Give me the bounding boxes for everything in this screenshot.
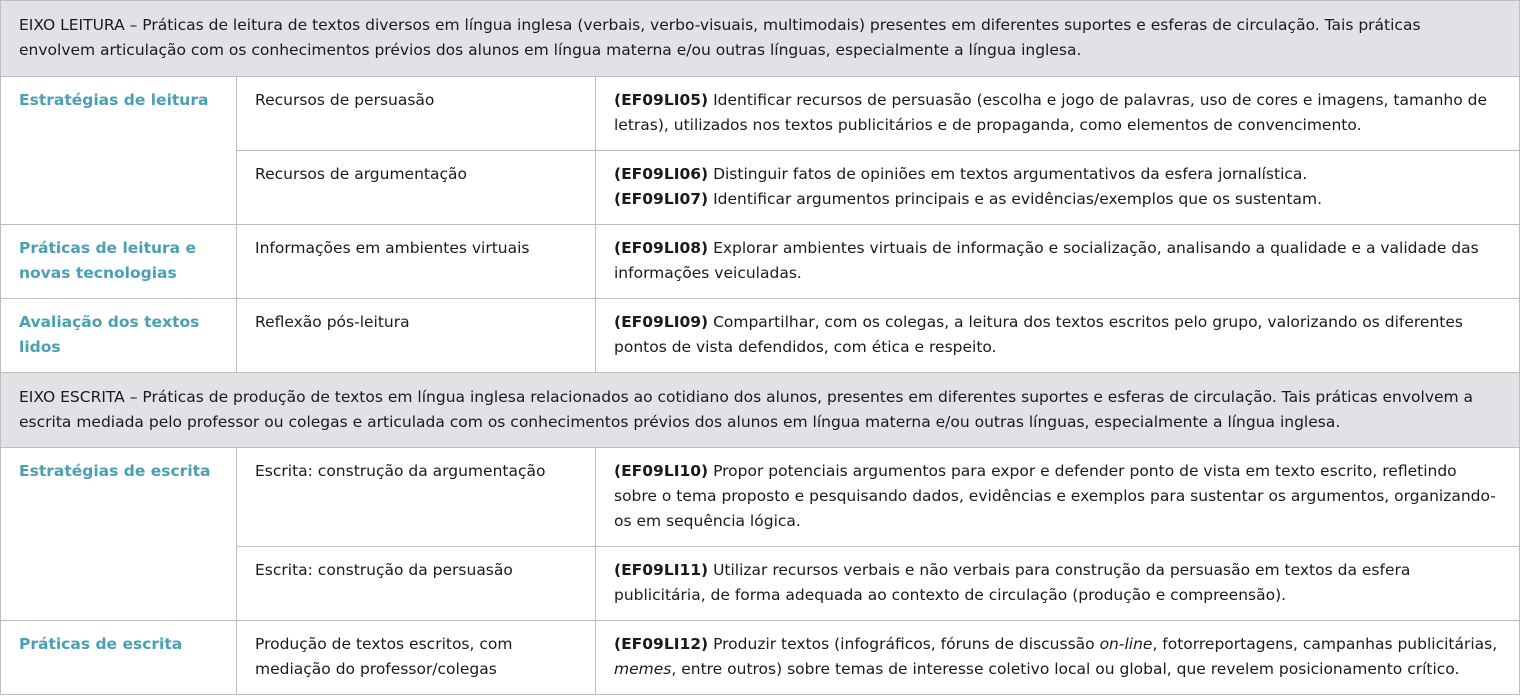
skill-text: Explorar ambientes virtuais de informação e socialização, analisando a qualidade e a validade das informações veiculadas.: [614, 239, 1479, 282]
thematic-unit-praticas-escrita: Práticas de escrita: [1, 621, 237, 695]
table-row: [1, 448, 1520, 547]
axis-row-leitura: [1, 1, 1520, 77]
skill-code: (EF09LI10): [614, 462, 709, 480]
thematic-unit-estrategias-escrita: Estratégias de escrita: [1, 448, 237, 621]
skill-text: , entre outros) sobre temas de interesse coletivo local ou global, que revelem posicionamento crítico.: [671, 660, 1460, 678]
skill-code: (EF09LI11): [614, 561, 709, 579]
thematic-unit-praticas-leitura-tecnologias: Práticas de leitura e novas tecnologias: [1, 225, 237, 299]
axis-escrita-text: EIXO ESCRITA – Práticas de produção de textos em língua inglesa relacionados ao cotidiano dos alunos, presentes em diferentes suportes e esferas de circulação. Tais práticas envolvem a escrita mediada pelo professor ou colegas e articulada com os conhecimentos prévios dos alunos em língua materna e/ou outras línguas, especialmente a língua inglesa.: [1, 373, 1520, 448]
skill-text: , fotorreportagens, campanhas publicitárias,: [1152, 635, 1498, 653]
skill-ef09li11: [596, 547, 1520, 621]
table-row: [1, 77, 1520, 151]
thematic-unit-estrategias-leitura: Estratégias de leitura: [1, 77, 237, 225]
skill-ef09li05: [596, 77, 1520, 151]
knowledge-object-informacoes-virtuais: Informações em ambientes virtuais: [237, 225, 596, 299]
skill-text: Identificar argumentos principais e as evidências/exemplos que os sustentam.: [708, 190, 1323, 208]
table-row: [1, 225, 1520, 299]
skill-text: Identificar recursos de persuasão (escolha e jogo de palavras, uso de cores e imagens, tamanho de letras), utilizados nos textos publicitários e de propaganda, como elementos de convencimento.: [614, 91, 1488, 134]
skill-ef09li09: [596, 299, 1520, 373]
skill-code: (EF09LI12): [614, 635, 709, 653]
knowledge-object-escrita-argumentacao: Escrita: construção da argumentação: [237, 448, 596, 547]
skill-text: Utilizar recursos verbais e não verbais para construção da persuasão em textos da esfera publicitária, de forma adequada ao contexto de circulação (produção e compreensão).: [614, 561, 1411, 604]
skill-ef09li08: [596, 225, 1520, 299]
skill-text: Produzir textos (infográficos, fóruns de discussão: [708, 635, 1100, 653]
skill-text: Distinguir fatos de opiniões em textos argumentativos da esfera jornalística.: [708, 165, 1308, 183]
skill-text: Compartilhar, com os colegas, a leitura dos textos escritos pelo grupo, valorizando os diferentes pontos de vista defendidos, com ética e respeito.: [614, 313, 1463, 356]
skill-code: (EF09LI05): [614, 91, 709, 109]
axis-row-escrita: [1, 373, 1520, 448]
skill-text-italic: on-line: [1099, 635, 1153, 653]
skill-code: (EF09LI08): [614, 239, 709, 257]
thematic-unit-avaliacao-textos: Avaliação dos textos lidos: [1, 299, 237, 373]
knowledge-object-argumentacao: Recursos de argumentação: [237, 151, 596, 225]
table-row: [1, 299, 1520, 373]
skill-ef09li10: [596, 448, 1520, 547]
skill-ef09li12: [596, 621, 1520, 695]
table-row: [1, 621, 1520, 695]
knowledge-object-escrita-persuasao: Escrita: construção da persuasão: [237, 547, 596, 621]
skill-code: (EF09LI06): [614, 165, 709, 183]
knowledge-object-reflexao: Reflexão pós-leitura: [237, 299, 596, 373]
knowledge-object-persuasao: Recursos de persuasão: [237, 77, 596, 151]
knowledge-object-producao-textos: Produção de textos escritos, com mediação do professor/colegas: [237, 621, 596, 695]
skill-code: (EF09LI09): [614, 313, 709, 331]
skill-code: (EF09LI07): [614, 190, 709, 208]
skill-ef09li06-07: [596, 151, 1520, 225]
axis-leitura-text: EIXO LEITURA – Práticas de leitura de textos diversos em língua inglesa (verbais, verbo-visuais, multimodais) presentes em diferentes suportes e esferas de circulação. Tais práticas envolvem articulação com os conhecimentos prévios dos alunos em língua materna e/ou outras línguas, especialmente a língua inglesa.: [1, 1, 1520, 77]
skill-text-italic: memes: [614, 660, 672, 678]
skill-text: Propor potenciais argumentos para expor e defender ponto de vista em texto escrito, refletindo sobre o tema proposto e pesquisando dados, evidências e exemplos para sustentar os argumentos, organizando-os em sequência lógica.: [614, 462, 1496, 530]
